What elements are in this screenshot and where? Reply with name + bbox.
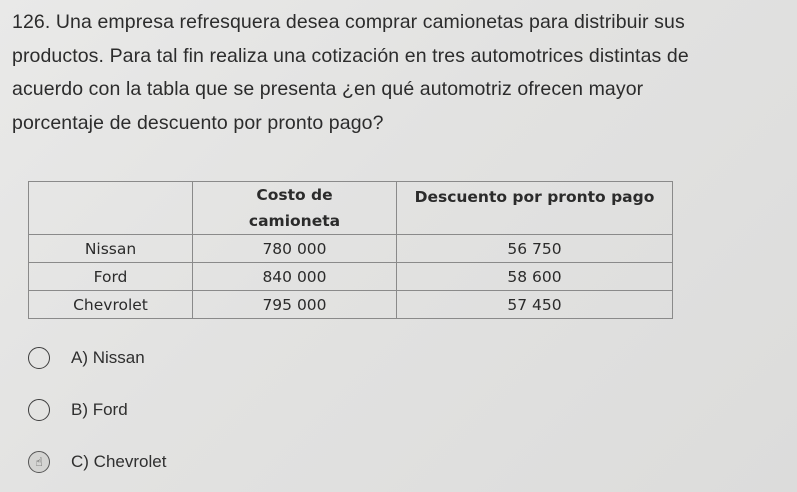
discount-cell: 56 750 [397,235,673,263]
cost-cell: 795 000 [193,291,397,319]
question-text [12,6,787,140]
brand-cell: Nissan [29,235,193,263]
table-row [29,263,673,291]
option-a[interactable] [28,345,145,371]
cost-cell: 780 000 [193,235,397,263]
option-c[interactable] [28,449,166,475]
header-discount: Descuento por pronto pago [397,182,673,235]
option-label: C) Chevrolet [71,452,167,471]
brand-cell: Chevrolet [29,291,193,319]
question-line: porcentaje de descuento por pronto pago? [12,111,384,134]
question-line: productos. Para tal fin realiza una cotización en tres automotrices distintas de [12,44,689,67]
question-line: 126. Una empresa refresquera desea comprar camionetas para distribuir sus [12,11,685,33]
discount-cell: 58 600 [397,263,673,291]
brand-cell: Ford [29,263,193,291]
radio-button-a[interactable] [28,347,50,369]
option-label: A) Nissan [71,348,145,367]
header-empty [29,182,193,235]
table-row [29,291,673,319]
radio-button-c[interactable] [28,451,50,473]
option-label: B) Ford [71,400,128,419]
header-cost [193,182,397,235]
cost-cell: 840 000 [193,263,397,291]
header-cost-line: Costo de [256,186,333,204]
header-cost-line: camioneta [248,212,341,230]
hand-pointer-icon: ☝ [35,455,43,469]
radio-button-b[interactable] [28,399,50,421]
table-row [29,235,673,263]
discount-cell: 57 450 [397,291,673,319]
option-b[interactable] [28,397,128,423]
quote-table [28,181,673,319]
question-line: acuerdo con la tabla que se presenta ¿en qué automotriz ofrecen mayor [12,78,644,100]
table-header-row [29,182,673,235]
